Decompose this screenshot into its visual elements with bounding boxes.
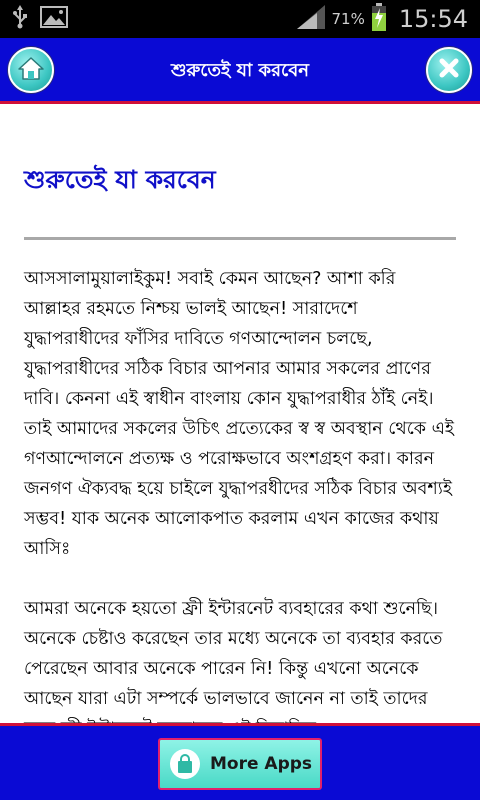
more-apps-label: More Apps xyxy=(210,754,313,774)
shopping-bag-icon xyxy=(170,749,200,779)
clock: 15:54 xyxy=(398,5,468,33)
usb-icon xyxy=(12,5,28,33)
battery-charging-icon xyxy=(371,3,387,35)
article-paragraph: আমরা অনেকে হয়তো ফ্রী ইন্টারনেট ব্যবহারের কথা শুনেছি। অনেকে চেষ্টাও করেছেন তার মধ্যে অনেকে তা ব্যবহার করতে পেরেছেন আবার অনেকে পারেন নি! কিন্তু এখনো অনেকে আছেন যারা এটা সম্পর্কে ভালভাবে জানেন না তাই তাদের xyxy=(24,599,443,709)
article-content[interactable] xyxy=(0,107,480,723)
status-bar xyxy=(0,0,480,38)
home-icon xyxy=(18,56,44,84)
more-apps-button[interactable] xyxy=(158,738,322,790)
signal-icon xyxy=(297,5,325,33)
battery-percent: 71% xyxy=(331,10,365,28)
page-title: শুরুতেই যা করবেন xyxy=(170,59,310,81)
gallery-icon xyxy=(40,6,68,32)
article-paragraph: আসসালামুয়ালাইকুম! সবাই কেমন আছেন? আশা করি আল্লাহর রহমতে নিশ্চয় ভালই আছেন! সারাদেশে যুদ্ধাপরাধীদের ফাঁসির দাবিতে গণআন্দোলন চলছে, যুদ্ধাপরাধীদের সঠিক বিচার আপনার আমার সকলের প্রাণের দাবি। কেননা এই স্বাধীন বাংলায় কোন যুদ্ধাপরাধীর ঠাঁই নেই। তাই আমাদের সকলের উচিৎ প্রত্যেকের স্ব স্ব অবস্থান থেকে এই গণআন্দোলনে প্রত্যক্ষ ও পরোক্ষভাবে অংশগ্রহণ করা। কারন জনগণ ঐক্যবদ্ধ হয়ে চাইলে যুদ্ধাপরধীদের সঠিক বিচার অবশ্যই সম্ভব! যাক অনেক আলোকপাত করলাম এখন কাজের কথায় আসিঃ xyxy=(24,269,454,559)
close-button[interactable] xyxy=(426,47,472,93)
close-icon xyxy=(437,56,461,84)
article-title: শুরুতেই যা করবেন xyxy=(24,165,216,194)
bottom-bar xyxy=(0,723,480,800)
app-header xyxy=(0,38,480,104)
home-button[interactable] xyxy=(8,47,54,93)
divider xyxy=(24,237,456,240)
